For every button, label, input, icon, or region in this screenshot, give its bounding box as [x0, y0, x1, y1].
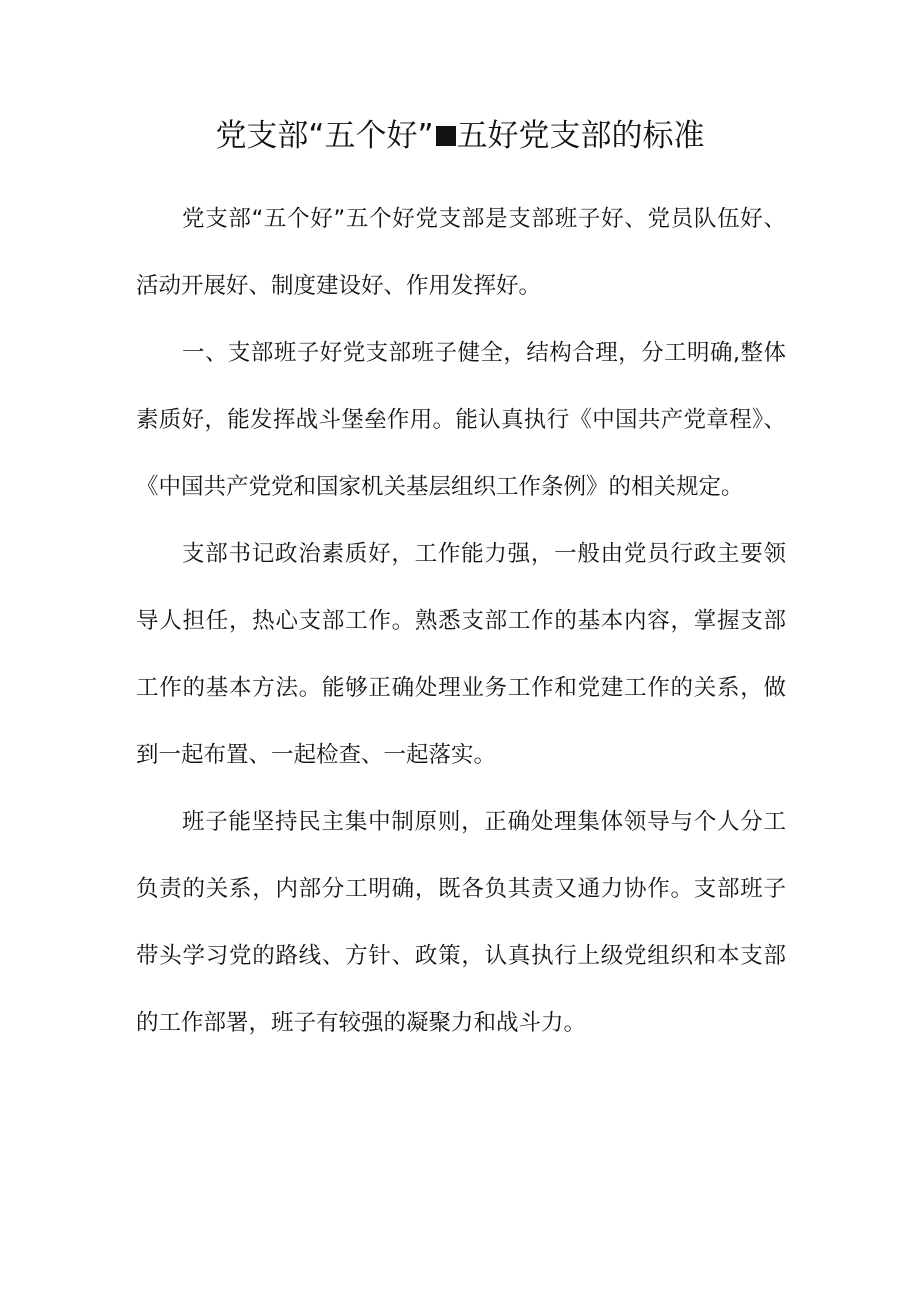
document-body: [136, 186, 786, 1057]
paragraph-section-one: 一、支部班子好党支部班子健全，结构合理，分工明确,整体素质好，能发挥战斗堡垒作用。能认真执行《中国共产党章程》、《中国共产党党和国家机关基层组织工作条例》的相关规定。: [136, 340, 786, 500]
paragraph-secretary: 支部书记政治素质好，工作能力强，一般由党员行政主要领导人担任，热心支部工作。熟悉支部工作的基本内容，掌握支部工作的基本方法。能够正确处理业务工作和党建工作的关系，做到一起布置、一起检查、一起落实。: [136, 541, 786, 768]
paragraph-team: 班子能坚持民主集中制原则，正确处理集体领导与个人分工负责的关系，内部分工明确，既各负其责又通力协作。支部班子带头学习党的路线、方针、政策，认真执行上级党组织和本支部的工作部署，班子有较强的凝聚力和战斗力。: [136, 809, 786, 1036]
paragraph-intro: 党支部“五个好”五个好党支部是支部班子好、党员队伍好、活动开展好、制度建设好、作用发挥好。: [136, 206, 786, 299]
title-part-1: 党支部“五个好”: [215, 118, 434, 154]
page-title: [0, 108, 920, 164]
title-part-2: 五好党支部的标准: [456, 118, 705, 154]
square-bullet-icon: [436, 126, 456, 146]
